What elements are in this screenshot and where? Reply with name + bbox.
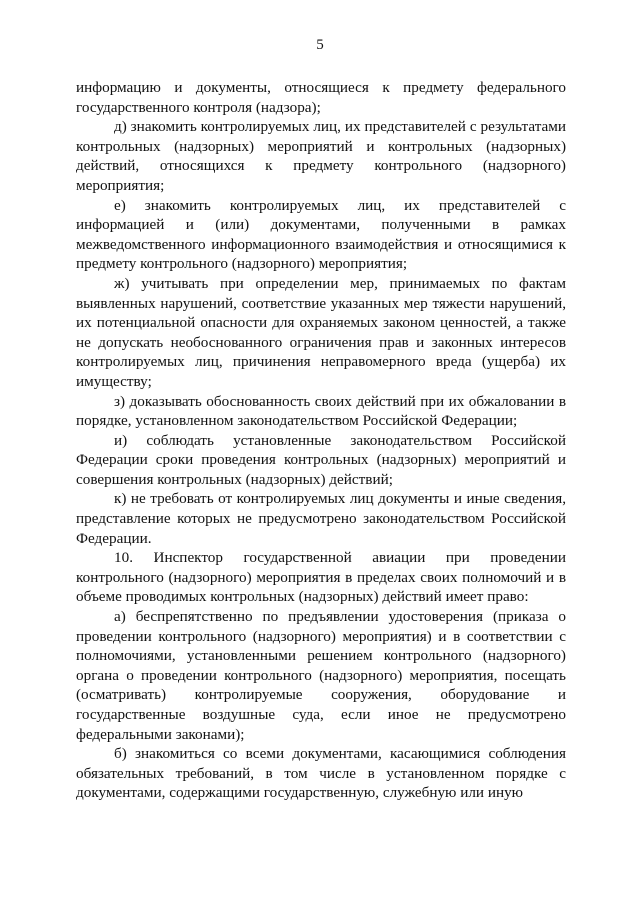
paragraph-continuation: информацию и документы, относящиеся к предмету федерального государственного контроля (надзора); (76, 79, 566, 116)
paragraph-item-i: и) соблюдать установленные законодательством Российской Федерации сроки проведения контрольных (надзорных) мероприятий и совершения контрольных (надзорных) действий; (76, 431, 566, 488)
page-number: 5 (316, 37, 324, 53)
paragraph-item-k: к) не требовать от контролируемых лиц документы и иные сведения, представление которых не предусмотрено законодательством Российской Федерации. (76, 490, 566, 547)
paragraph-item-z: з) доказывать обоснованность своих действий при их обжаловании в порядке, установленном законодательством Российской Федерации; (76, 392, 566, 430)
paragraph-item-b: б) знакомиться со всеми документами, касающимися соблюдения обязательных требований, в том числе в установленном порядке с документами, содержащими государственную, служебную или иную (76, 745, 566, 802)
paragraph-item-e: е) знакомить контролируемых лиц, их представителей с информацией и (или) документами, полученными в рамках межведомственного информационного взаимодействия и относящимися к предмету контрольного (надзорного) мероприятия; (76, 196, 566, 273)
paragraph-item-d: д) знакомить контролируемых лиц, их представителей с результатами контрольных (надзорных) мероприятий и контрольных (надзорных) действий, относящихся к предмету контрольного (надзорного) мероприятия; (76, 118, 566, 194)
paragraph-clause-10: 10. Инспектор государственной авиации при проведении контрольного (надзорного) мероприятия в пределах своих полномочий и в объеме проводимых контрольных (надзорных) действий имеет право: (76, 549, 566, 606)
paragraph-item-a: а) беспрепятственно по предъявлении удостоверения (приказа о проведении контрольного (надзорного) мероприятия) и в соответствии с полномочиями, установленными решением контрольного (надзорного) органа о проведении контрольного (надзорного) мероприятия, посещать (осматривать) контролируемые сооружения, оборудование и государственные воздушные суда, если иное не предусмотрено федеральными законами); (76, 608, 566, 743)
paragraph-item-zh: ж) учитывать при определении мер, принимаемых по фактам выявленных нарушений, соответствие указанных мер тяжести нарушений, их потенциальной опасности для охраняемых законом ценностей, а также не допускать необоснованного ограничения прав и законных интересов контролируемых лиц, причинения неправомерного вреда (ущерба) их имуществу; (76, 274, 566, 390)
document-body (76, 78, 566, 803)
